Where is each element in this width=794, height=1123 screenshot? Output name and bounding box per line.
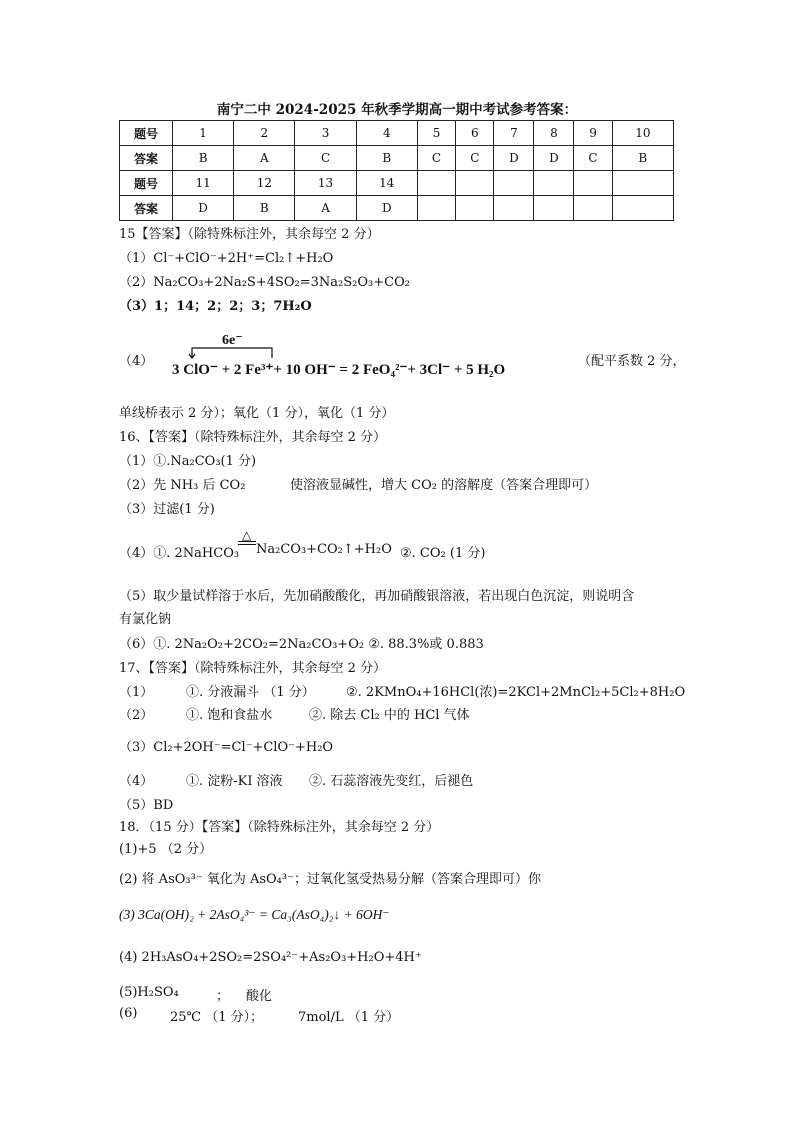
page-title: 南宁二中 2024-2025 年秋季学期高一期中考试参考答案：	[216, 102, 578, 118]
row-label: 答案	[120, 196, 173, 221]
q16-heading: 16、【答案】（除特殊标注外，其余每空 2 分）	[119, 430, 387, 445]
q16-part4-b: Na₂CO₃+CO₂↑+H₂O	[256, 542, 392, 557]
row-label: 题号	[120, 171, 173, 196]
answer-cell: B	[612, 146, 673, 171]
answer-table	[119, 120, 674, 221]
q17-part2-b: ②. 除去 Cl₂ 中的 HCl 气体	[309, 708, 470, 723]
answer-cell: D	[173, 196, 234, 221]
q16-part4-a: （4）①. 2NaHCO₃	[119, 546, 240, 561]
answer-cell: B	[356, 146, 417, 171]
question-number-cell: 1	[173, 121, 234, 146]
q16-part3: （3）过滤(1 分)	[119, 502, 215, 517]
question-number-cell	[534, 171, 574, 196]
q17-part4-b: ②. 石蕊溶液先变红，后褪色	[309, 774, 474, 789]
q15-part3: （3）1；14；2；2；3；7H₂O	[119, 299, 312, 314]
answer-cell: D	[356, 196, 417, 221]
question-number-cell: 7	[494, 121, 534, 146]
row-label: 题号	[120, 121, 173, 146]
q16-part5-line1: （5）取少量试样溶于水后，先加硝酸酸化，再加硝酸银溶液，若出现白色沉淀，则说明含	[119, 589, 635, 604]
question-number-cell: 12	[234, 171, 295, 196]
q15-part4-equation: 3 ClO⁻ + 2 Fe³⁺+ 10 OH⁻ = 2 FeO₄²⁻+ 3Cl⁻ + 5 H₂O	[172, 362, 506, 378]
question-number-cell	[456, 171, 494, 196]
q15-part4-note: （配平系数 2 分，	[578, 354, 686, 369]
heat-condition-icon: △	[242, 528, 252, 542]
q18-part1: (1)+5 （2 分）	[119, 842, 213, 857]
question-number-cell: 11	[173, 171, 234, 196]
answer-cell	[417, 196, 455, 221]
table-row	[120, 146, 674, 171]
answer-cell	[574, 196, 612, 221]
question-number-cell	[417, 171, 455, 196]
q18-part5-a: (5)H₂SO₄	[119, 985, 179, 1000]
answer-cell	[534, 196, 574, 221]
answer-cell: B	[173, 146, 234, 171]
question-number-cell	[612, 171, 673, 196]
question-number-cell: 3	[295, 121, 356, 146]
q17-part2-label: （2）	[119, 708, 154, 723]
q17-part1-a: ①. 分液漏斗 （1 分）	[186, 685, 315, 700]
table-row	[120, 121, 674, 146]
question-number-cell: 2	[234, 121, 295, 146]
question-number-cell: 14	[356, 171, 417, 196]
q17-part1-label: （1）	[119, 685, 154, 700]
question-number-cell: 8	[534, 121, 574, 146]
q17-heading: 17、【答案】（除特殊标注外，其余每空 2 分）	[119, 661, 387, 676]
table-row	[120, 171, 674, 196]
equation-line-lower	[238, 544, 256, 545]
q18-part4: (4) 2H₃AsO₄+2SO₂=2SO₄²⁻+As₂O₃+H₂O+4H⁺	[119, 950, 422, 965]
table-row	[120, 196, 674, 221]
q18-part6-a: 25℃ （1 分）；	[170, 1010, 264, 1025]
row-label: 答案	[120, 146, 173, 171]
answer-cell: B	[234, 196, 295, 221]
question-number-cell: 5	[417, 121, 455, 146]
q16-part2-a: （2）先 NH₃ 后 CO₂	[119, 478, 246, 493]
q17-part5: （5）BD	[119, 798, 174, 813]
answer-cell: A	[234, 146, 295, 171]
q16-part5-line2: 有氯化钠	[119, 612, 172, 627]
answer-cell: D	[494, 146, 534, 171]
answer-cell: C	[417, 146, 455, 171]
q17-part4-label: （4）	[119, 774, 154, 789]
q18-part6-label: (6)	[119, 1006, 138, 1021]
answer-cell: D	[534, 146, 574, 171]
q18-part5-c: 酸化	[246, 989, 273, 1004]
q15-part4-continued: 单线桥表示 2 分）；氧化（1 分），氧化（1 分）	[119, 406, 395, 421]
equation-line-upper	[238, 541, 256, 542]
q16-part2-b: 使溶液显碱性，增大 CO₂ 的溶解度（答案合理即可）	[290, 478, 598, 493]
question-number-cell	[494, 171, 534, 196]
q15-part4-label: （4）	[119, 354, 154, 369]
answer-cell	[494, 196, 534, 221]
electron-transfer-label: 6e⁻	[222, 333, 243, 348]
q18-part5-b: ；	[216, 989, 230, 1004]
q15-part1: （1）Cl⁻+ClO⁻+2H⁺=Cl₂↑+H₂O	[119, 251, 334, 266]
q15-part2: （2）Na₂CO₃+2Na₂S+4SO₂=3Na₂S₂O₃+CO₂	[119, 275, 410, 290]
q16-part6: （6）①. 2Na₂O₂+2CO₂=2Na₂CO₃+O₂ ②. 88.3%或 0.883	[119, 637, 484, 652]
question-number-cell: 13	[295, 171, 356, 196]
q17-part1-b: ②. 2KMnO₄+16HCl(浓)=2KCl+2MnCl₂+5Cl₂+8H₂O	[346, 685, 686, 700]
q15-heading: 15【答案】（除特殊标注外，其余每空 2 分）	[119, 227, 380, 242]
q17-part2-a: ①. 饱和食盐水	[186, 708, 273, 723]
q18-part2: (2) 将 AsO₃³⁻ 氧化为 AsO₄³⁻；过氧化氢受热易分解（答案合理即可）你	[119, 872, 541, 887]
q18-part3: (3) 3Ca(OH)₂ + 2AsO₄³⁻ = Ca₃(AsO₄)₂↓ + 6OH⁻	[119, 907, 390, 922]
answer-cell: C	[456, 146, 494, 171]
question-number-cell: 6	[456, 121, 494, 146]
answer-cell: C	[574, 146, 612, 171]
answer-cell: C	[295, 146, 356, 171]
answer-cell	[456, 196, 494, 221]
question-number-cell: 4	[356, 121, 417, 146]
question-number-cell	[574, 171, 612, 196]
q18-heading: 18．（15 分）【答案】（除特殊标注外，其余每空 2 分）	[119, 820, 440, 835]
q18-part6-b: 7mol/L （1 分）	[298, 1010, 400, 1025]
q17-part4-a: ①. 淀粉-KI 溶液	[186, 774, 283, 789]
electron-bridge-arrow	[188, 345, 278, 359]
q16-part4-c: ②. CO₂ (1 分)	[400, 546, 486, 561]
question-number-cell: 10	[612, 121, 673, 146]
answer-cell	[612, 196, 673, 221]
q17-part3: （3）Cl₂+2OH⁻=Cl⁻+ClO⁻+H₂O	[119, 740, 334, 755]
question-number-cell: 9	[574, 121, 612, 146]
q16-part1: （1）①.Na₂CO₃(1 分)	[119, 454, 257, 469]
answer-cell: A	[295, 196, 356, 221]
